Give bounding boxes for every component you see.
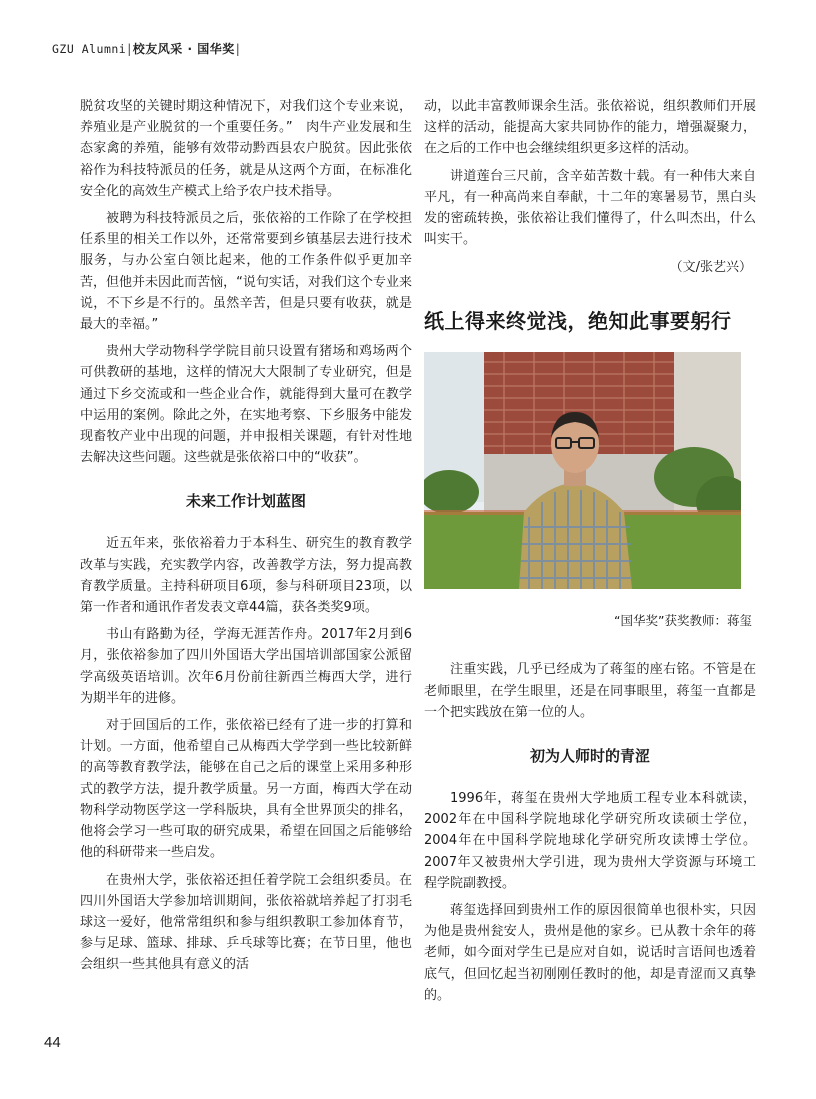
body-paragraph: 注重实践，几乎已经成为了蒋玺的座右铭。不管是在老师眼里，在学生眼里，还是在同事眼里，蒋玺一直都是一个把实践放在第一位的人。 bbox=[424, 662, 756, 720]
body-paragraph: 对于回国后的工作，张依裕已经有了进一步的打算和计划。一方面，他希望自己从梅西大学学到一些比较新鲜的高等教育教学法，能够在自己之后的课堂上采用多种形式的教学方法，提升教学质量。另一方面，梅西大学在动物科学动物医学这一学科版块，具有全世界顶尖的排名，他将会学习一些可取的研究成果，希望在回国之后能够给他的科研带来一些启发。 bbox=[80, 718, 412, 861]
body-paragraph: 近五年来，张依裕着力于本科生、研究生的教育教学改革与实践，充实教学内容，改善教学方法，努力提高教育教学质量。主持科研项目6项，参与科研项目23项，以第一作者和通讯作者发表文章44篇，获各类奖9项。 bbox=[80, 536, 412, 616]
body-paragraph: 1996年，蒋玺在贵州大学地质工程专业本科就读，2002年在中国科学院地球化学研究所攻读硕士学位，2004年在中国科学院地球化学研究所攻读博士学位。2007年又被贵州大学引进，现为贵州大学资源与环境工程学院副教授。 bbox=[424, 791, 756, 891]
author-credit: （文/张艺兴） bbox=[669, 260, 752, 276]
body-paragraph: 蒋玺选择回到贵州工作的原因很简单也很朴实，只因为他是贵州瓮安人，贵州是他的家乡。已从教十余年的蒋老师，如今面对学生已是应对自如，说话时言语间也透着底气，但回忆起当初刚刚任教时的他，却是青涩而又真挚的。 bbox=[424, 903, 756, 1003]
body-paragraph: 动，以此丰富教师课余生活。张依裕说，组织教师们开展这样的活动，能提高大家共同协作的能力，增强凝聚力，在之后的工作中也会继续组织更多这样的活动。 bbox=[424, 99, 756, 157]
body-paragraph: 被聘为科技特派员之后，张依裕的工作除了在学校担任系里的相关工作以外，还常常要到乡镇基层去进行技术服务，与办公室白领比起来，他的工作条件似乎更加辛苦，但他并未因此而苦恼，“说句实话，对我们这个专业来说，不下乡是不行的。虽然辛苦，但是只要有收获，就是最大的幸福。” bbox=[80, 211, 412, 333]
header-sep-2: | bbox=[235, 42, 241, 56]
section-heading: 初为人师时的青涩 bbox=[529, 747, 650, 766]
running-header bbox=[52, 40, 241, 57]
right-column bbox=[424, 96, 756, 1012]
body-paragraph: 在贵州大学，张依裕还担任着学院工会组织委员。在四川外国语大学参加培训期间，张依裕就培养起了打羽毛球这一爱好，他常常组织和参与组织教职工参加体育节，参与足球、篮球、排球、乒乓球等比赛；在节日里，他也会组织一些其他具有意义的活 bbox=[80, 872, 412, 973]
left-column bbox=[80, 96, 412, 982]
header-en: GZU Alumni bbox=[52, 42, 127, 56]
teacher-photo-illustration bbox=[424, 352, 741, 589]
header-cn: 校友风采 · 国华奖 bbox=[132, 42, 235, 56]
header-sep-1: | bbox=[127, 42, 132, 56]
body-paragraph: 贵州大学动物科学学院目前只设置有猪场和鸡场两个可供教研的基地，这样的情况大大限制了专业研究，但是通过下乡交流或和一些企业合作，就能得到大量可在教学中运用的案例。除此之外，在实地考察、下乡服务中能发现畜牧产业中出现的问题，并申报相关课题，有针对性地去解决这些问题。这些就是张依裕口中的“收获”。 bbox=[80, 344, 412, 466]
article-title: 纸上得来终觉浅，绝知此事要躬行 bbox=[424, 309, 732, 334]
body-paragraph: 书山有路勤为径，学海无涯苦作舟。2017年2月到6月，张依裕参加了四川外国语大学出国培训部国家公派留学高级英语培训。次年6月份前往新西兰梅西大学，进行为期半年的进修。 bbox=[80, 627, 412, 706]
section-heading: 未来工作计划蓝图 bbox=[185, 492, 306, 511]
photo-caption: “国华奖”获奖教师：蒋玺 bbox=[614, 613, 752, 629]
body-paragraph: 脱贫攻坚的关键时期这种情况下，对我们这个专业来说，养殖业是产业脱贫的一个重要任务。” 肉牛产业发展和生态家禽的养殖，能够有效带动黔西县农户脱贫。因此张依裕作为科技特派员的任务，就是从这两个方面，在标准化安全化的高效生产模式上给予农户技术指导。 bbox=[80, 99, 412, 199]
body-paragraph: 讲道莲台三尺前，含辛茹苦数十载。有一种伟大来自平凡，有一种高尚来自奉献，十二年的寒暑易节，黑白头发的密疏转换，张依裕让我们懂得了，什么叫杰出，什么叫实干。 bbox=[424, 168, 756, 248]
teacher-photo bbox=[424, 352, 741, 589]
page-number: 44 bbox=[44, 1034, 61, 1051]
